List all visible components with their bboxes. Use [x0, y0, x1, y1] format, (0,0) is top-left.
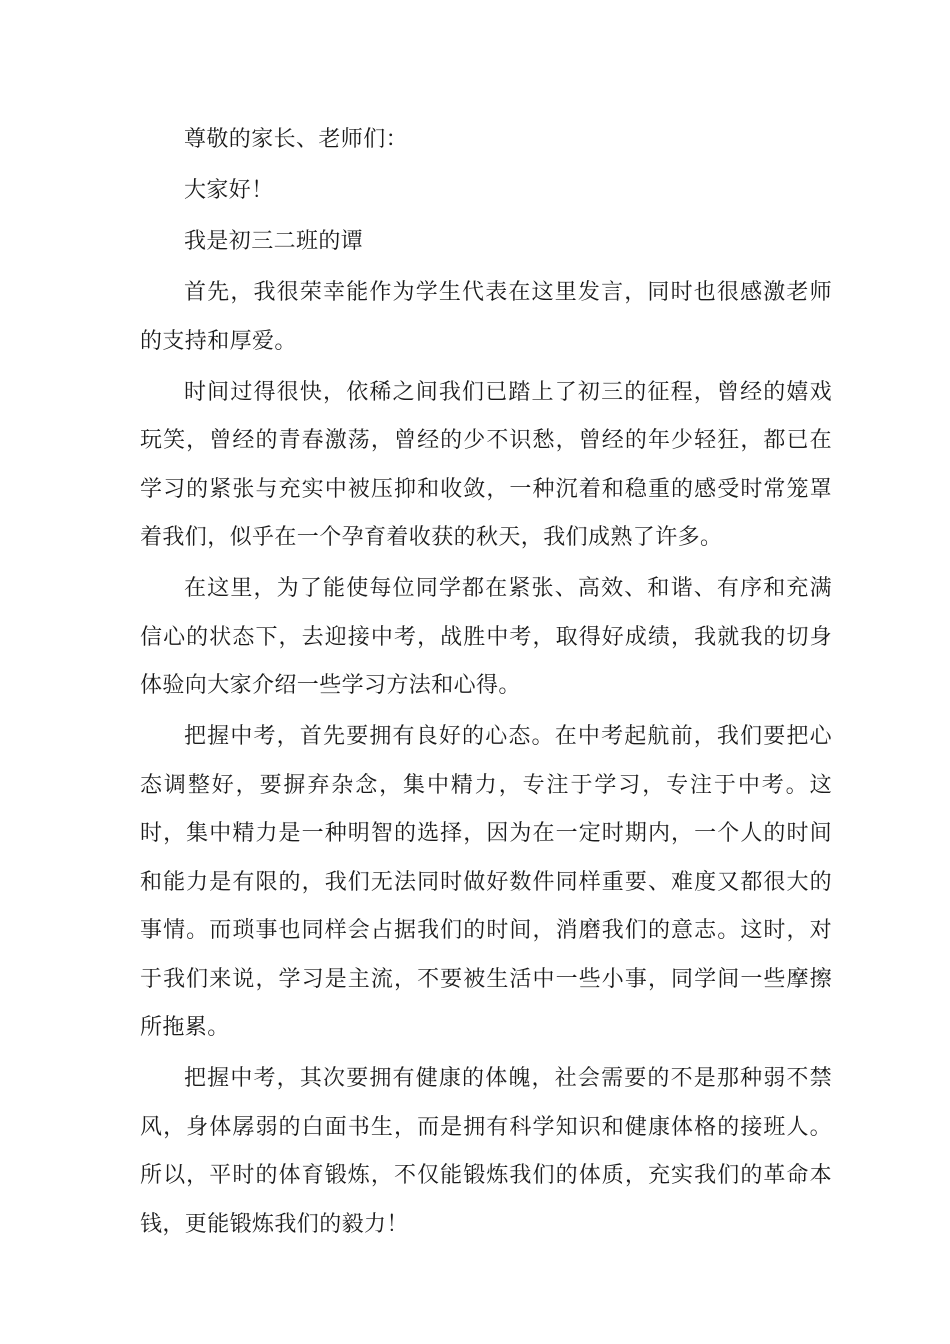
paragraph-purpose: 在这里，为了能使每位同学都在紧张、高效、和谐、有序和充满信心的状态下，去迎接中考，战胜中考，取得好成绩，我就我的切身体验向大家介绍一些学习方法和心得。: [140, 576, 832, 698]
self-introduction: 我是初三二班的谭: [184, 229, 364, 254]
paragraph-health: 把握中考，其次要拥有健康的体魄，社会需要的不是那种弱不禁风，身体孱弱的白面书生，而是拥有科学知识和健康体格的接班人。所以，平时的体育锻炼，不仅能锻炼我们的体质，充实我们的革命本钱，更能锻炼我们的毅力！: [140, 1066, 832, 1237]
paragraph-thanks: 首先，我很荣幸能作为学生代表在这里发言，同时也很感激老师的支持和厚爱。: [140, 280, 832, 354]
speech-body: [140, 116, 832, 1252]
salutation: 尊敬的家长、老师们：: [184, 127, 409, 152]
greeting: 大家好！: [184, 178, 274, 203]
paragraph-time: 时间过得很快，依稀之间我们已踏上了初三的征程，曾经的嬉戏玩笑，曾经的青春激荡，曾经的少不识愁，曾经的年少轻狂，都已在学习的紧张与充实中被压抑和收敛，一种沉着和稳重的感受时常笼罩着我们，似乎在一个孕育着收获的秋天，我们成熟了许多。: [140, 379, 832, 550]
paragraph-mindset: 把握中考，首先要拥有良好的心态。在中考起航前，我们要把心态调整好，要摒弃杂念，集中精力，专注于学习，专注于中考。这时，集中精力是一种明智的选择，因为在一定时期内，一个人的时间和能力是有限的，我们无法同时做好数件同样重要、难度又都很大的事情。而琐事也同样会占据我们的时间，消磨我们的意志。这时，对于我们来说，学习是主流，不要被生活中一些小事，同学间一些摩擦所拖累。: [140, 724, 832, 1040]
